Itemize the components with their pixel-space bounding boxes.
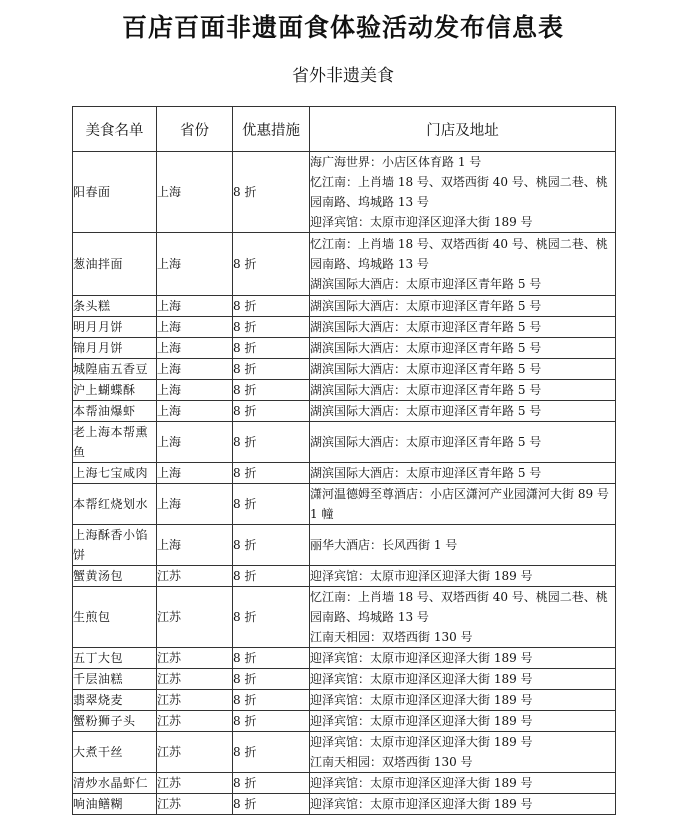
table-row [73, 794, 616, 815]
discount-cell: 8 折 [233, 794, 310, 815]
table-row [73, 732, 616, 773]
food-name-cell: 城隍庙五香豆 [73, 359, 157, 380]
province-cell: 江苏 [157, 732, 233, 773]
table-row [73, 525, 616, 566]
discount-cell: 8 折 [233, 484, 310, 525]
food-name-cell: 沪上蝴蝶酥 [73, 380, 157, 401]
store-address-line: 迎泽宾馆：太原市迎泽区迎泽大街 189 号 [310, 797, 533, 811]
food-name-cell: 清炒水晶虾仁 [73, 773, 157, 794]
province-cell: 上海 [157, 380, 233, 401]
store-address-line: 迎泽宾馆：太原市迎泽区迎泽大街 189 号 [310, 651, 533, 665]
discount-cell: 8 折 [233, 359, 310, 380]
store-address-line: 忆江南：上肖墙 18 号、双塔西街 40 号、桃园二巷、桃园南路、坞城路 13 号 [310, 590, 608, 624]
table-row [73, 463, 616, 484]
address-cell [310, 338, 616, 359]
discount-cell: 8 折 [233, 525, 310, 566]
col-header-store-address: 门店及地址 [310, 107, 616, 152]
table-body [73, 152, 616, 815]
discount-cell: 8 折 [233, 338, 310, 359]
province-cell: 江苏 [157, 587, 233, 648]
store-address-line: 丽华大酒店：长风西街 1 号 [310, 538, 458, 552]
province-cell: 江苏 [157, 648, 233, 669]
store-address-line: 江南天相园：双塔西街 130 号 [310, 630, 473, 644]
store-address-line: 忆江南：上肖墙 18 号、双塔西街 40 号、桃园二巷、桃园南路、坞城路 13 号 [310, 237, 608, 271]
discount-cell: 8 折 [233, 587, 310, 648]
food-name-cell: 响油鳝糊 [73, 794, 157, 815]
food-name-cell: 蟹黄汤包 [73, 566, 157, 587]
province-cell: 江苏 [157, 711, 233, 732]
food-name-cell: 葱油拌面 [73, 233, 157, 296]
col-header-province: 省份 [157, 107, 233, 152]
province-cell: 上海 [157, 463, 233, 484]
discount-cell: 8 折 [233, 669, 310, 690]
food-name-cell: 千层油糕 [73, 669, 157, 690]
address-cell [310, 711, 616, 732]
store-address-line: 迎泽宾馆：太原市迎泽区迎泽大街 189 号 [310, 215, 533, 229]
store-address-line: 潇河温德姆至尊酒店：小店区潇河产业园潇河大街 89 号 1 幢 [310, 487, 609, 521]
col-header-food-name: 美食名单 [73, 107, 157, 152]
food-name-cell: 生煎包 [73, 587, 157, 648]
page-subtitle: 省外非遗美食 [292, 66, 394, 86]
table-row [73, 233, 616, 296]
store-address-line: 湖滨国际大酒店：太原市迎泽区青年路 5 号 [310, 277, 542, 291]
address-cell [310, 669, 616, 690]
address-cell [310, 359, 616, 380]
store-address-line: 湖滨国际大酒店：太原市迎泽区青年路 5 号 [310, 362, 542, 376]
food-name-cell: 上海酥香小馅饼 [73, 525, 157, 566]
province-cell: 上海 [157, 525, 233, 566]
province-cell: 上海 [157, 317, 233, 338]
table-row [73, 566, 616, 587]
address-cell [310, 401, 616, 422]
address-cell [310, 773, 616, 794]
province-cell: 江苏 [157, 690, 233, 711]
address-cell [310, 732, 616, 773]
discount-cell: 8 折 [233, 152, 310, 233]
table-row [73, 296, 616, 317]
food-name-cell: 大煮干丝 [73, 732, 157, 773]
address-cell [310, 566, 616, 587]
province-cell: 江苏 [157, 566, 233, 587]
store-address-line: 湖滨国际大酒店：太原市迎泽区青年路 5 号 [310, 435, 542, 449]
discount-cell: 8 折 [233, 732, 310, 773]
food-name-cell: 阳春面 [73, 152, 157, 233]
food-name-cell: 五丁大包 [73, 648, 157, 669]
address-cell [310, 296, 616, 317]
address-cell [310, 587, 616, 648]
store-address-line: 迎泽宾馆：太原市迎泽区迎泽大街 189 号 [310, 693, 533, 707]
table-row [73, 711, 616, 732]
store-address-line: 迎泽宾馆：太原市迎泽区迎泽大街 189 号 [310, 714, 533, 728]
header-row [73, 107, 616, 152]
food-name-cell: 明月月饼 [73, 317, 157, 338]
food-name-cell: 上海七宝咸肉 [73, 463, 157, 484]
table-row [73, 380, 616, 401]
food-name-cell: 本帮油爆虾 [73, 401, 157, 422]
store-address-line: 湖滨国际大酒店：太原市迎泽区青年路 5 号 [310, 320, 542, 334]
store-address-line: 迎泽宾馆：太原市迎泽区迎泽大街 189 号 [310, 672, 533, 686]
store-address-line: 湖滨国际大酒店：太原市迎泽区青年路 5 号 [310, 404, 542, 418]
address-cell [310, 317, 616, 338]
province-cell: 上海 [157, 422, 233, 463]
store-address-line: 迎泽宾馆：太原市迎泽区迎泽大街 189 号 [310, 569, 533, 583]
discount-cell: 8 折 [233, 422, 310, 463]
table-row [73, 587, 616, 648]
store-address-line: 海广海世界：小店区体育路 1 号 [310, 155, 482, 169]
food-name-cell: 本帮红烧划水 [73, 484, 157, 525]
food-name-cell: 蟹粉狮子头 [73, 711, 157, 732]
province-cell: 上海 [157, 338, 233, 359]
address-cell [310, 690, 616, 711]
table-row [73, 422, 616, 463]
province-cell: 江苏 [157, 773, 233, 794]
store-address-line: 迎泽宾馆：太原市迎泽区迎泽大街 189 号 [310, 776, 533, 790]
table-row [73, 401, 616, 422]
store-address-line: 湖滨国际大酒店：太原市迎泽区青年路 5 号 [310, 466, 542, 480]
table-row [73, 773, 616, 794]
province-cell: 上海 [157, 152, 233, 233]
store-address-line: 迎泽宾馆：太原市迎泽区迎泽大街 189 号 [310, 735, 533, 749]
col-header-discount: 优惠措施 [233, 107, 310, 152]
province-cell: 上海 [157, 359, 233, 380]
store-address-line: 湖滨国际大酒店：太原市迎泽区青年路 5 号 [310, 299, 542, 313]
store-address-line: 江南天相园：双塔西街 130 号 [310, 755, 473, 769]
address-cell [310, 525, 616, 566]
discount-cell: 8 折 [233, 317, 310, 338]
table-row [73, 338, 616, 359]
discount-cell: 8 折 [233, 380, 310, 401]
province-cell: 江苏 [157, 669, 233, 690]
table-row [73, 648, 616, 669]
store-address-line: 湖滨国际大酒店：太原市迎泽区青年路 5 号 [310, 341, 542, 355]
table-row [73, 484, 616, 525]
discount-cell: 8 折 [233, 566, 310, 587]
table-row [73, 690, 616, 711]
province-cell: 江苏 [157, 794, 233, 815]
province-cell: 上海 [157, 233, 233, 296]
table-row [73, 152, 616, 233]
discount-cell: 8 折 [233, 690, 310, 711]
address-cell [310, 233, 616, 296]
info-table [72, 106, 616, 815]
discount-cell: 8 折 [233, 401, 310, 422]
address-cell [310, 152, 616, 233]
province-cell: 上海 [157, 296, 233, 317]
food-name-cell: 锦月月饼 [73, 338, 157, 359]
discount-cell: 8 折 [233, 463, 310, 484]
discount-cell: 8 折 [233, 296, 310, 317]
address-cell [310, 463, 616, 484]
address-cell [310, 380, 616, 401]
table-row [73, 317, 616, 338]
discount-cell: 8 折 [233, 233, 310, 296]
store-address-line: 忆江南：上肖墙 18 号、双塔西街 40 号、桃园二巷、桃园南路、坞城路 13 号 [310, 175, 608, 209]
store-address-line: 湖滨国际大酒店：太原市迎泽区青年路 5 号 [310, 383, 542, 397]
table-row [73, 359, 616, 380]
food-name-cell: 老上海本帮熏鱼 [73, 422, 157, 463]
table-row [73, 669, 616, 690]
food-name-cell: 条头糕 [73, 296, 157, 317]
address-cell [310, 422, 616, 463]
discount-cell: 8 折 [233, 648, 310, 669]
discount-cell: 8 折 [233, 711, 310, 732]
page-title: 百店百面非遗面食体验活动发布信息表 [121, 13, 564, 42]
address-cell [310, 794, 616, 815]
food-name-cell: 翡翠烧麦 [73, 690, 157, 711]
province-cell: 上海 [157, 484, 233, 525]
address-cell [310, 484, 616, 525]
address-cell [310, 648, 616, 669]
discount-cell: 8 折 [233, 773, 310, 794]
province-cell: 上海 [157, 401, 233, 422]
